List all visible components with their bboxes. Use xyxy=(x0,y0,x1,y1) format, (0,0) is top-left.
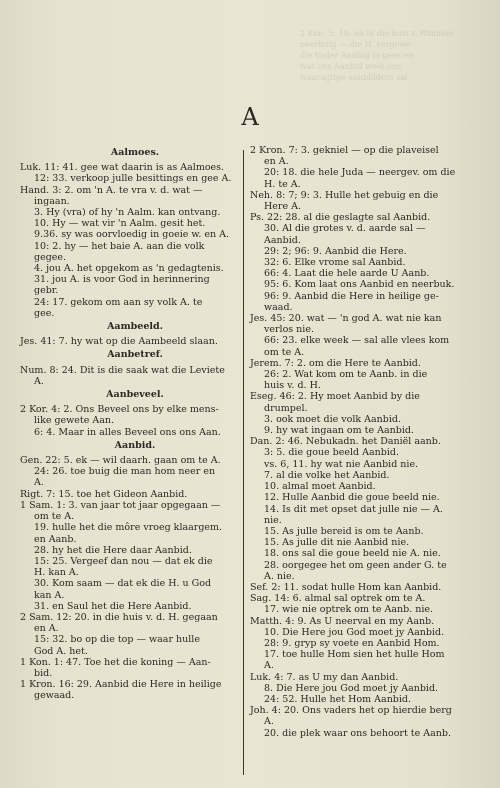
left-line: 1 Sam. 1: 3. van jaar tot jaar opgegaan — xyxy=(20,499,221,511)
right-line: 24: 52. Hulle het Hom Aanbid. xyxy=(264,693,412,705)
right-line: 95: 6. Kom laat ons Aanbid en neerbuk. xyxy=(264,279,455,291)
left-line: 28. hy het die Here daar Aanbid. xyxy=(34,544,192,556)
right-line: A. xyxy=(264,716,274,728)
left-line: like gewete Aan. xyxy=(34,415,115,427)
right-line: Joh. 4: 20. Ons vaders het op hierdie berg xyxy=(250,705,452,717)
right-line: 10. almal moet Aanbid. xyxy=(264,481,376,493)
heading-aalmoes: Aalmoes. xyxy=(110,147,160,158)
right-line: 2 Kron. 7: 3. gekniel — op die plaveisel xyxy=(250,145,439,156)
left-line: 30. Kom saam — dat ek die H. u God xyxy=(34,578,212,590)
right-line: Eseg. 46: 2. Hy moet Aanbid by die xyxy=(250,391,420,403)
left-line: en Aanb. xyxy=(34,533,77,545)
left-line: 24: 17. gekom om aan sy volk A. te xyxy=(34,296,203,308)
left-line: 2 Sam. 12: 20. in die huis v. d. H. gegaan xyxy=(20,611,218,623)
right-line: Jes. 45: 20. wat — 'n god A. wat nie kan xyxy=(250,313,442,325)
right-line: 14. Is dit met opset dat julle nie — A. xyxy=(264,503,443,515)
right-line: huis v. d. H. xyxy=(264,380,321,392)
right-line: 66: 23. elke week — sal alle vlees kom xyxy=(264,335,450,347)
left-line: 1 Kon. 1: 47. Toe het die koning — Aan- xyxy=(20,656,211,668)
right-line: Sef. 2: 11. sodat hulle Hom kan Aanbid. xyxy=(250,581,442,593)
left-line: en A. xyxy=(34,623,59,635)
right-line: H. te A. xyxy=(264,178,301,190)
left-line: 10: 2. hy — het baie A. aan die volk xyxy=(34,240,205,252)
left-line: 12: 33. verkoop julle besittings en gee A. xyxy=(34,173,232,185)
right-line: 15. As julle dit nie Aanbid nie. xyxy=(264,537,410,549)
right-line: 17. wie nie optrek om te Aanb. nie. xyxy=(264,604,434,616)
right-line: 28: 9. gryp sy voete en Aanbid Hom. xyxy=(264,637,440,649)
left-line: ingaan. xyxy=(34,195,70,207)
right-line: waad. xyxy=(264,301,293,313)
right-line: 30. Al die grotes v. d. aarde sal — xyxy=(264,223,426,235)
right-line: 18. ons sal die goue beeld nie A. nie. xyxy=(264,548,441,560)
left-line: 6: 4. Maar in alles Beveel ons ons Aan. xyxy=(34,426,221,438)
left-line: Num. 8: 24. Dit is die saak wat die Leviete xyxy=(20,364,225,376)
right-line: 20. die plek waar ons behoort te Aanb. xyxy=(264,727,452,739)
left-column xyxy=(20,145,250,702)
right-line: A. nie. xyxy=(264,570,295,582)
right-line: drumpel. xyxy=(264,402,308,414)
right-line: 12. Hulle Aanbid die goue beeld nie. xyxy=(264,492,440,504)
right-line: 96: 9. Aanbid die Here in heilige ge- xyxy=(264,290,439,302)
right-line: Matth. 4: 9. As U neerval en my Aanb. xyxy=(250,615,435,627)
right-line: vs. 6, 11. hy wat nie Aanbid nie. xyxy=(264,458,419,470)
right-line: 3. ook moet die volk Aanbid. xyxy=(264,413,402,425)
left-line: 3. Hy (vra) of hy 'n Aalm. kan ontvang. xyxy=(34,207,221,219)
bleed-through-text: 2 Kon. 5: 18. en in die huis v. Rimmon neerbuig — die H. vergewe die Vader Aanbid in gees en wat ons Aanbid weet ons waaragtige aanbidders sal xyxy=(300,29,454,82)
right-line: Jerem. 7: 2. om die Here te Aanbid. xyxy=(250,357,421,369)
right-line: Ps. 22: 28. al die geslagte sal Aanbid. xyxy=(250,212,431,224)
left-line: A. xyxy=(34,477,44,489)
right-line: verlos nie. xyxy=(264,324,314,336)
heading-aambeeld: Aambeeld. xyxy=(107,321,163,333)
left-line: 31. jou A. is voor God in herinnering xyxy=(34,274,210,286)
right-line: 10. Die Here jou God moet jy Aanbid. xyxy=(264,626,445,638)
right-line: 9. hy wat ingaan om te Aanbid. xyxy=(264,425,414,437)
left-line: Jes. 41: 7. hy wat op die Aambeeld slaan. xyxy=(20,336,218,348)
left-line: bid. xyxy=(34,667,53,679)
right-line: 15. As julle bereid is om te Aanb. xyxy=(264,525,424,537)
heading-aanbetref: Aanbetref. xyxy=(107,349,163,361)
right-line: Sag. 14: 6. almal sal optrek om te A. xyxy=(250,593,426,605)
left-line: God A. het. xyxy=(34,645,88,657)
right-line: en A. xyxy=(264,156,289,168)
page-letter: A xyxy=(241,103,259,131)
right-line: Luk. 4: 7. as U my dan Aanbid. xyxy=(250,671,399,683)
left-line: 24: 26. toe buig die man hom neer en xyxy=(34,466,216,478)
left-line: 10. Hy — wat vir 'n Aalm. gesit het. xyxy=(34,218,206,230)
right-line: nie. xyxy=(264,514,282,526)
left-line: Rigt. 7: 15. toe het Gideon Aanbid. xyxy=(20,488,188,500)
left-line: 15: 32. bo op die top — waar hulle xyxy=(34,634,200,646)
left-line: gee. xyxy=(34,307,55,319)
left-line: 19. hulle het die môre vroeg klaargem. xyxy=(34,522,223,534)
left-line: H. kan A. xyxy=(34,567,79,579)
left-line: gebr. xyxy=(34,285,59,297)
left-line: 9.36. sy was oorvloedig in goeie w. en A. xyxy=(34,229,230,241)
left-line: kan A. xyxy=(34,589,65,601)
left-line: gewaad. xyxy=(34,690,75,702)
left-line: 31. en Saul het die Here Aanbid. xyxy=(34,600,192,612)
left-line: gegee. xyxy=(34,251,67,263)
right-line: Neh. 8: 7; 9: 3. Hulle het gebuig en die xyxy=(250,189,439,201)
left-line: 4. jou A. het opgekom as 'n gedagtenis. xyxy=(34,263,224,275)
column-divider xyxy=(243,150,244,775)
right-column xyxy=(250,145,480,739)
left-line: 1 Kron. 16: 29. Aanbid die Here in heilige xyxy=(20,679,222,691)
right-line: 26: 2. Wat kom om te Aanb. in die xyxy=(264,369,428,381)
left-line: 2 Kor. 4: 2. Ons Beveel ons by elke mens- xyxy=(20,404,219,416)
right-line: 7. al die volke het Aanbid. xyxy=(264,469,390,481)
right-line: Aanbid. xyxy=(264,234,301,246)
right-line: 66: 4. Laat die hele aarde U Aanb. xyxy=(264,268,430,280)
heading-aanbid: Aanbid. xyxy=(114,439,156,451)
left-line: Luk. 11: 41. gee wat daarin is as Aalmoes. xyxy=(20,162,225,174)
right-line: 20: 18. die hele Juda — neergev. om die xyxy=(264,167,456,179)
right-line: 32: 6. Elke vrome sal Aanbid. xyxy=(264,257,406,269)
right-line: 17. toe hulle Hom sien het hulle Hom xyxy=(264,649,445,661)
left-line: 15: 25. Vergeef dan nou — dat ek die xyxy=(34,555,213,567)
left-line: Hand. 3: 2. om 'n A. te vra v. d. wat — xyxy=(20,184,203,196)
right-line: 8. Die Here jou God moet jy Aanbid. xyxy=(264,682,439,694)
left-line: om te A. xyxy=(34,511,75,523)
heading-aanbeveel: Aanbeveel. xyxy=(106,389,164,401)
right-line: A. xyxy=(264,660,274,672)
right-line: Dan. 2: 46. Nebukadn. het Daniël aanb. xyxy=(250,436,441,448)
left-line: Gen. 22: 5. ek — wil daarh. gaan om te A. xyxy=(20,455,221,467)
left-line: A. xyxy=(34,375,44,387)
right-line: 28. oorgegee het om geen ander G. te xyxy=(264,559,447,571)
right-line: 3: 5. die goue beeld Aanbid. xyxy=(264,447,399,459)
right-line: Here A. xyxy=(264,201,301,213)
right-line: 29: 2; 96: 9. Aanbid die Here. xyxy=(264,245,407,257)
right-line: om te A. xyxy=(264,346,305,358)
